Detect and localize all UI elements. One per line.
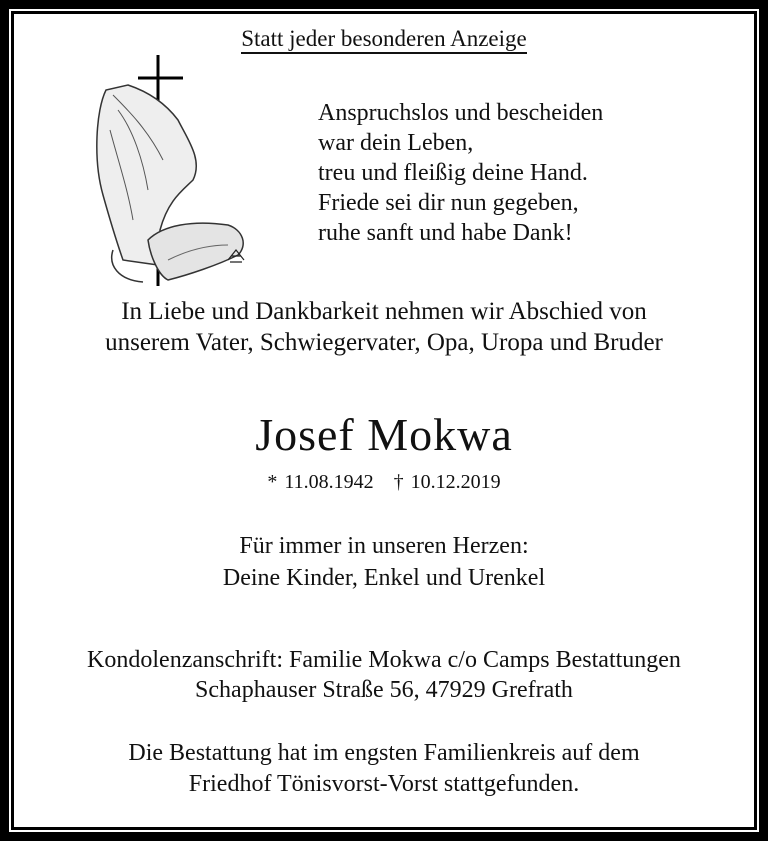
address-line: Schaphauser Straße 56, 47929 Grefrath [195,677,573,703]
funeral-note [0,738,768,800]
life-dates [0,471,768,494]
family [0,530,768,594]
deceased-name: Josef Mokwa [255,409,513,460]
poem [318,98,603,248]
funeral-line: Die Bestattung hat im engsten Familienkreis auf dem [128,740,640,766]
intro [0,296,768,358]
intro-line: In Liebe und Dankbarkeit nehmen wir Abschied von [121,298,647,325]
poem-line: Anspruchslos und bescheiden [318,100,604,126]
death-date: † 10.12.2019 [393,471,501,493]
praying-hands-cross-icon [88,50,258,290]
condolence-address [0,645,768,705]
headline-text: Statt jeder besonderen Anzeige [241,26,526,54]
poem-line: treu und fleißig deine Hand. [318,160,588,186]
poem-line: war dein Leben, [318,130,474,156]
family-line: Deine Kinder, Enkel und Urenkel [222,565,546,591]
poem-line: ruhe sanft und habe Dank! [318,220,573,246]
birth-date: * 11.08.1942 [267,471,374,493]
poem-line: Friede sei dir nun gegeben, [318,190,579,216]
intro-line: unserem Vater, Schwiegervater, Opa, Uropa und Bruder [105,329,663,356]
family-line: Für immer in unseren Herzen: [239,533,529,559]
headline [0,26,768,52]
funeral-line: Friedhof Tönisvorst-Vorst stattgefunden. [188,771,580,797]
address-line: Kondolenzanschrift: Familie Mokwa c/o Camps Bestattungen [87,647,681,673]
